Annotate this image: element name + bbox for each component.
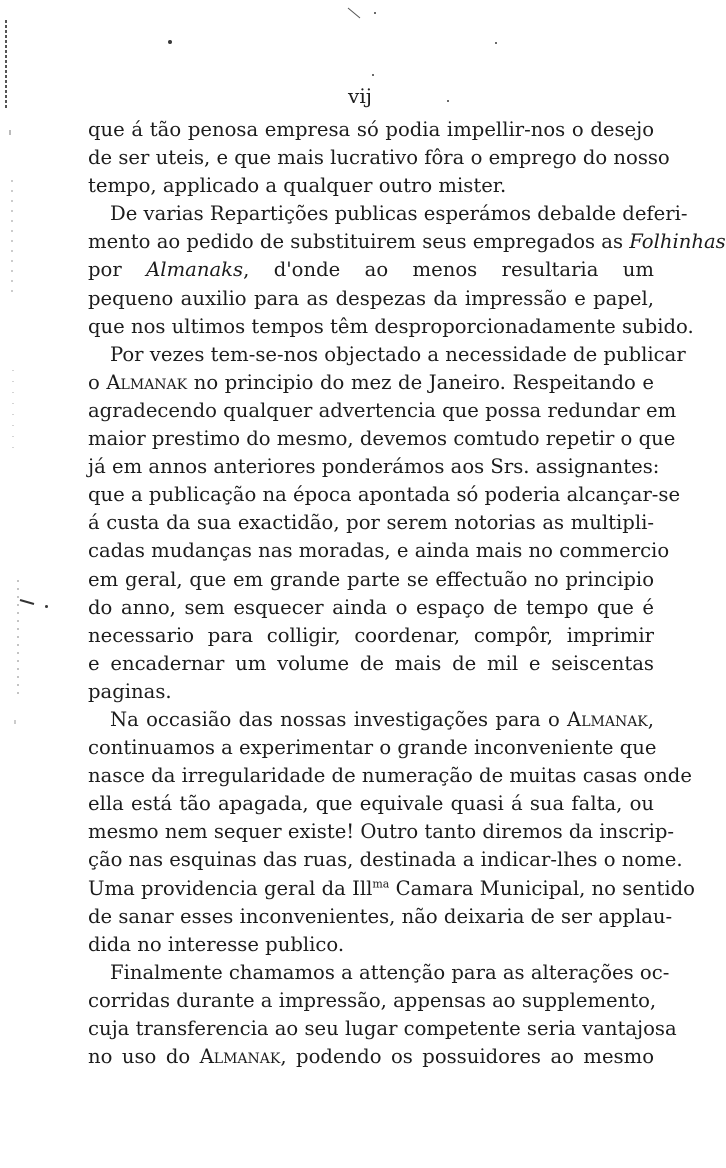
crease-mark: [346, 6, 366, 22]
text-line: em geral, que em grande parte se effectuão no principio: [88, 567, 654, 591]
binding-edge-noise: [0, 0, 40, 1164]
smallcaps-almanak: Almanak: [106, 370, 188, 394]
text-line: necessario para colligir, coordenar, compôr, imprimir: [88, 623, 654, 647]
ink-speck: [168, 40, 172, 44]
text-line: cadas mudanças nas moradas, e ainda mais no commercio: [88, 539, 670, 563]
page-body-text: [88, 116, 726, 1071]
text-line: agradecendo qualquer advertencia que possa redundar em: [88, 398, 677, 422]
text-line: no uso do Almanak, podendo os possuidores ao mesmo: [88, 1045, 654, 1069]
text-line: do anno, sem esquecer ainda o espaço de tempo que é: [88, 595, 654, 619]
text-line: tempo, applicado a qualquer outro mister.: [88, 174, 507, 198]
text-line: mesmo nem sequer existe! Outro tanto diremos da inscrip-: [88, 820, 675, 844]
text-line: e encadernar um volume de mais de mil e seiscentas: [88, 651, 654, 675]
ink-speck: [45, 605, 48, 608]
text-line: mento ao pedido de substituirem seus empregados as Folhinhas: [88, 230, 726, 254]
text-line: Na occasião das nossas investigações para o Almanak,: [110, 707, 654, 731]
text-line: que nos ultimos tempos têm desproporcionadamente subido.: [88, 314, 694, 338]
smallcaps-almanak: Almanak: [199, 1045, 281, 1069]
ink-speck: [495, 42, 497, 44]
text-line: que á tão penosa empresa só podia impellir-nos o desejo: [88, 118, 654, 141]
text-line: que a publicação na época apontada só poderia alcançar-se: [88, 483, 681, 507]
text-line: Por vezes tem-se-nos objectado a necessidade de publicar: [110, 342, 686, 366]
text-line: corridas durante a impressão, appensas ao supplemento,: [88, 988, 657, 1012]
text-line: á custa da sua exactidão, por serem notorias as multipli-: [88, 511, 654, 535]
text-line: por Almanaks, d'onde ao menos resultaria um: [88, 258, 655, 282]
text-line: de ser uteis, e que mais lucrativo fôra o emprego do nosso: [88, 146, 670, 170]
ink-speck: [447, 100, 449, 102]
text-line: já em annos anteriores ponderámos aos Srs. assignantes:: [88, 455, 660, 479]
text-line: maior prestimo do mesmo, devemos comtudo repetir o que: [88, 427, 676, 451]
text-line: de sanar esses inconvenientes, não deixaria de ser applau-: [88, 904, 673, 928]
text-line: De varias Repartições publicas esperámos debalde deferi-: [110, 202, 688, 226]
text-line: Finalmente chamamos a attenção para as alterações oc-: [110, 960, 670, 984]
emphasis-almanaks: Almanaks: [146, 258, 244, 282]
binding-edge-marks: [0, 0, 40, 1164]
text-line: o Almanak no principio do mez de Janeiro. Respeitando e: [88, 370, 654, 394]
text-line: nasce da irregularidade de numeração de muitas casas onde: [88, 764, 692, 788]
text-line: paginas.: [88, 679, 172, 703]
ink-speck: [372, 74, 374, 76]
text-line: dida no interesse publico.: [88, 932, 345, 956]
page-folio: vij: [348, 84, 372, 108]
text-line: cuja transferencia ao seu lugar competente seria vantajosa: [88, 1017, 677, 1040]
text-line: ção nas esquinas das ruas, destinada a indicar-lhes o nome.: [88, 848, 683, 872]
text-line: Uma providencia geral da Ill$^{ma}$ Camara Municipal, no sentido: [88, 876, 695, 900]
emphasis-folhinhas: Folhinhas: [629, 230, 726, 254]
text-line: ella está tão apagada, que equivale quasi á sua falta, ou: [88, 792, 654, 816]
ink-speck: [374, 12, 376, 14]
text-line: pequeno auxilio para as despezas da impressão e papel,: [88, 286, 654, 310]
smallcaps-almanak: Almanak: [567, 707, 648, 731]
text-line: continuamos a experimentar o grande inconveniente que: [88, 736, 657, 760]
superscript-ma: ma: [372, 877, 390, 890]
